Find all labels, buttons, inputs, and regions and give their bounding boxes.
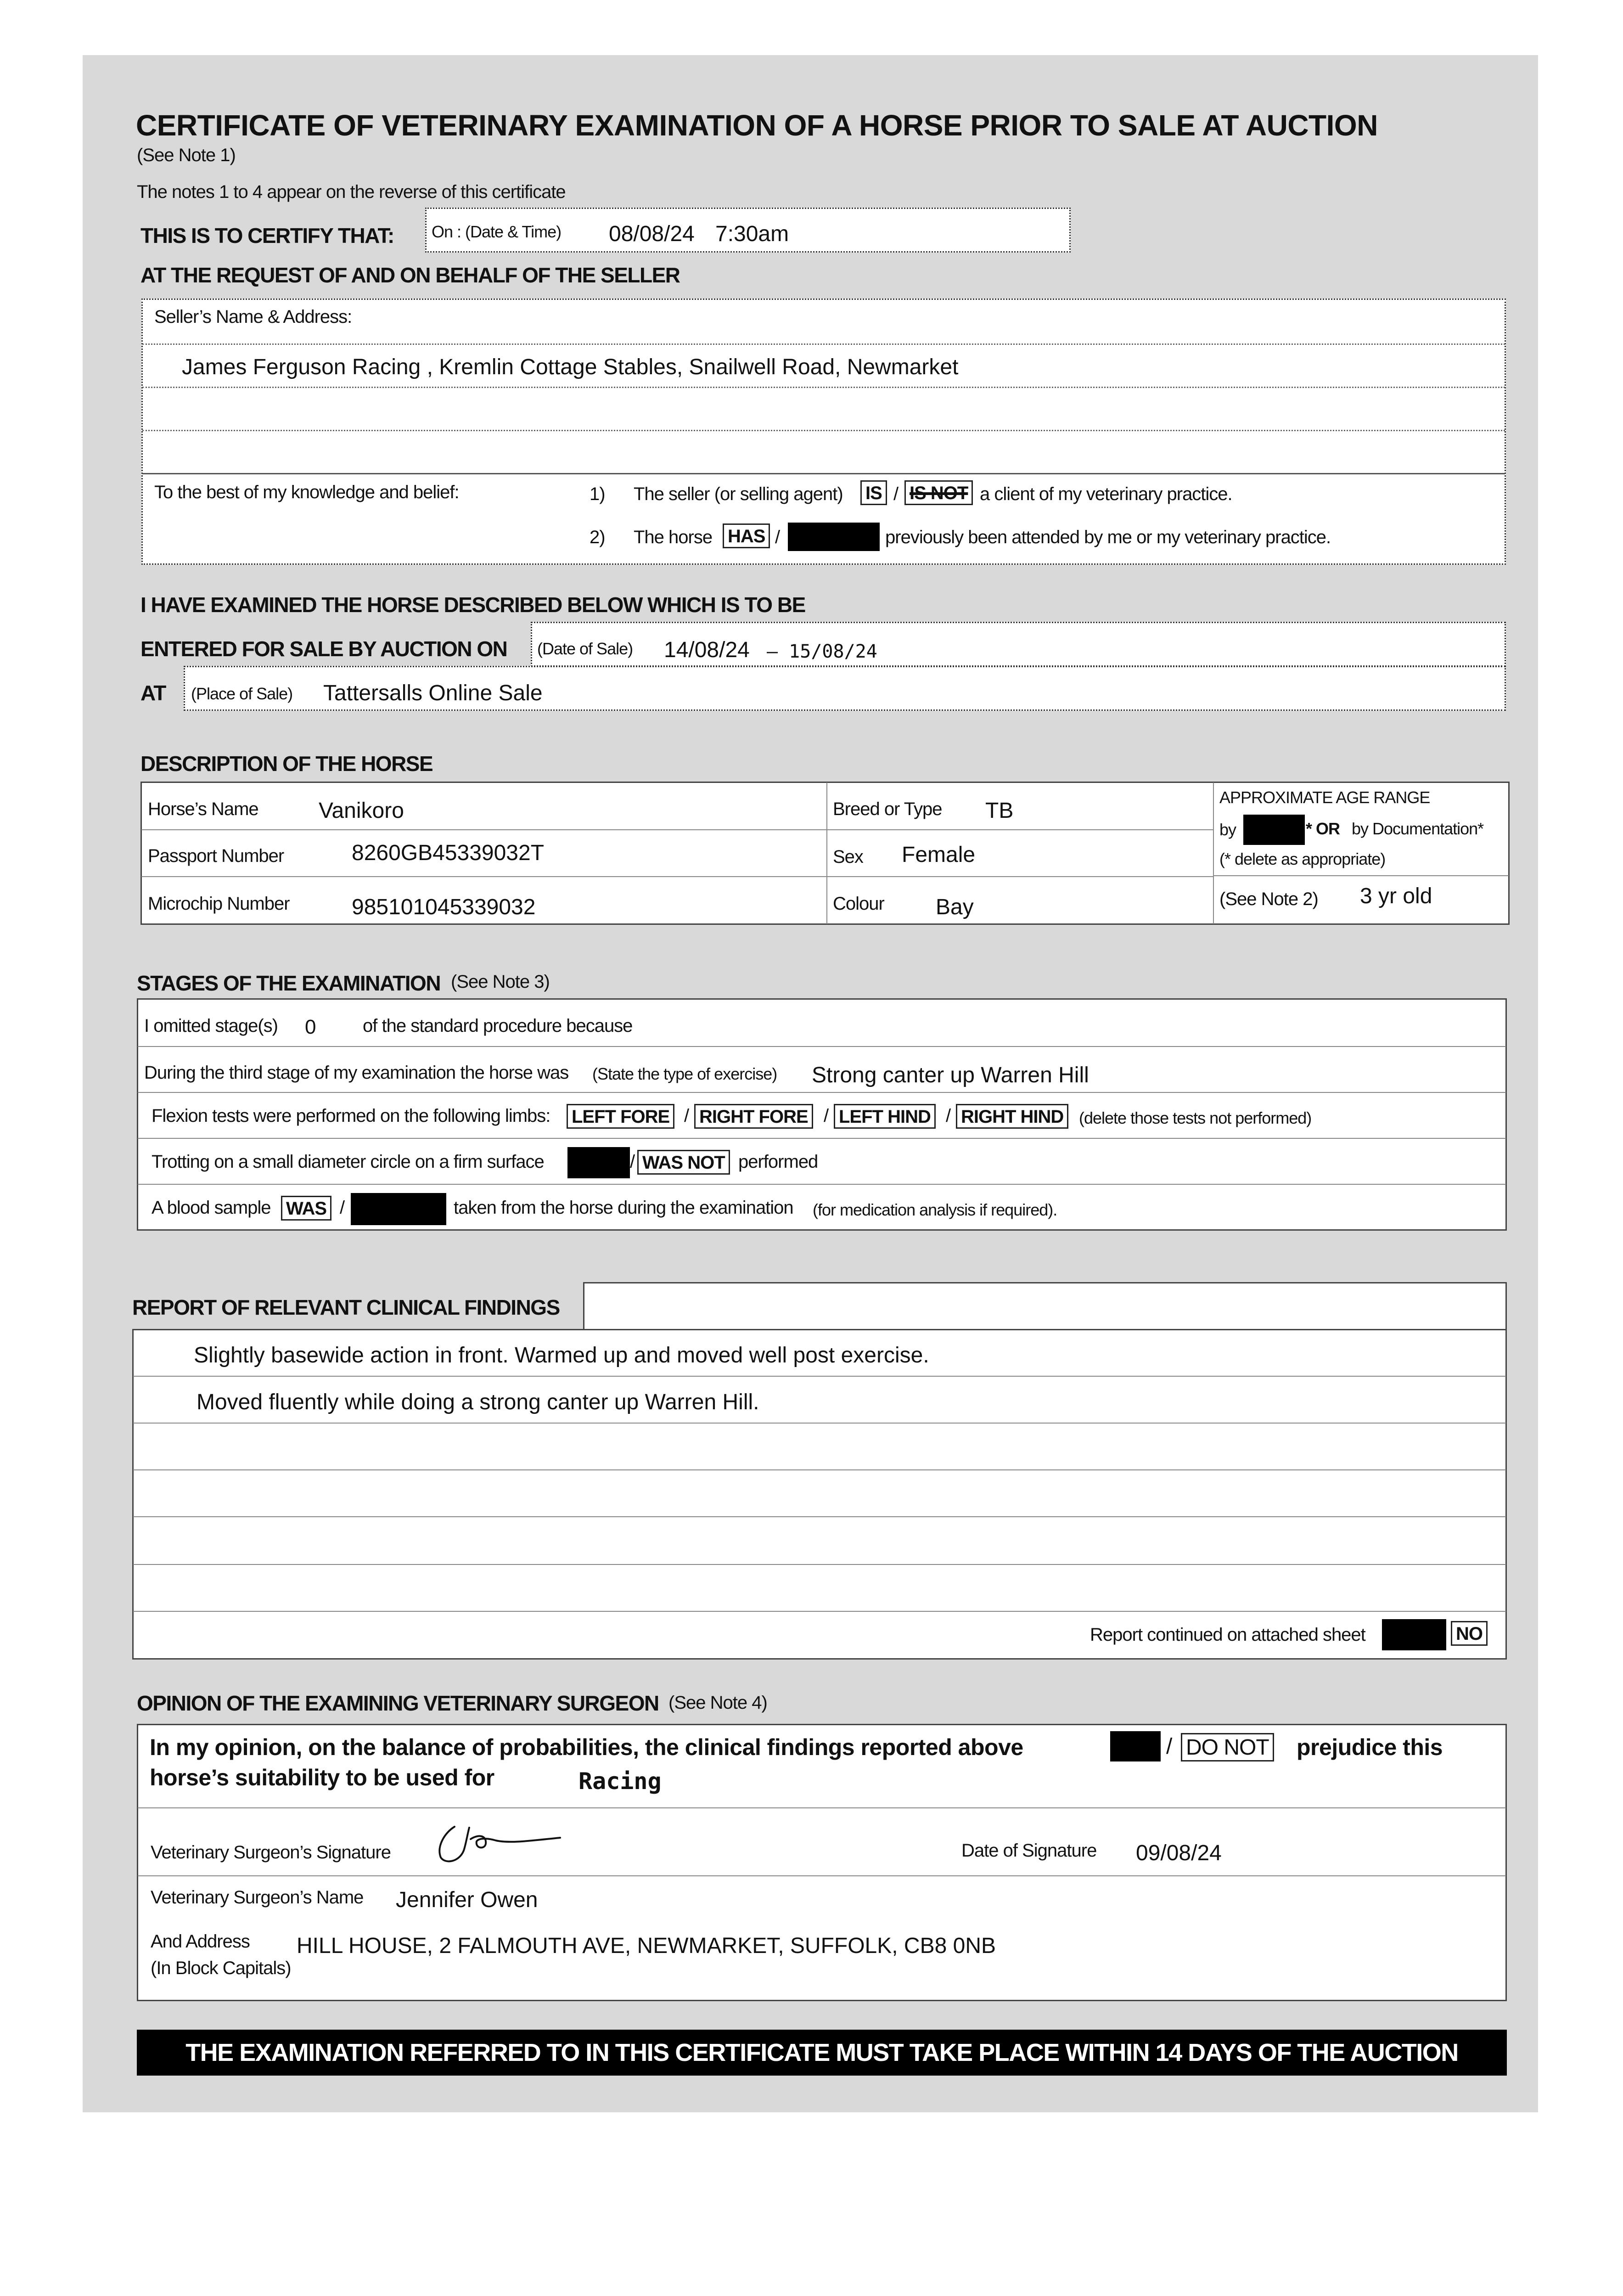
certify-label: THIS IS TO CERTIFY THAT:: [140, 224, 394, 248]
option-is-not-struck[interactable]: IS NOT: [904, 480, 973, 505]
notes-line: The notes 1 to 4 appear on the reverse of this certificate: [137, 182, 566, 202]
knowledge-label: To the best of my knowledge and belief:: [154, 482, 459, 502]
flexion-left-hind[interactable]: LEFT HIND: [834, 1104, 936, 1129]
exam-date[interactable]: 08/08/24: [609, 222, 695, 246]
blood-post: taken from the horse during the examination: [454, 1198, 793, 1218]
sex-label: Sex: [833, 847, 863, 867]
certificate-title: CERTIFICATE OF VETERINARY EXAMINATION OF A HORSE PRIOR TO SALE AT AUCTION: [136, 109, 1378, 142]
microchip-value[interactable]: 985101045339032: [352, 895, 536, 919]
sale-date-label: (Date of Sale): [537, 639, 633, 658]
omitted-pre: I omitted stage(s): [144, 1016, 278, 1036]
option-is[interactable]: IS: [860, 480, 887, 505]
address-value[interactable]: HILL HOUSE, 2 FALMOUTH AVE, NEWMARKET, SUFFOLK, CB8 0NB: [297, 1934, 996, 1958]
trot-post: performed: [738, 1152, 818, 1172]
redacted-age-option: [1243, 815, 1305, 845]
seller-label: Seller’s Name & Address:: [154, 307, 352, 327]
vet-signature: [427, 1818, 565, 1869]
see-note-1: (See Note 1): [137, 145, 236, 165]
redacted-has-not: [788, 523, 880, 551]
age-value[interactable]: 3 yr old: [1360, 884, 1432, 908]
opinion-text-2: horse’s suitability to be used for: [150, 1765, 494, 1790]
findings-heading-field: [583, 1282, 1507, 1330]
intended-use-value[interactable]: Racing: [578, 1768, 662, 1795]
knowledge-item2-post: previously been attended by me or my veterinary practice.: [885, 527, 1331, 547]
age-documentation: by Documentation*: [1352, 819, 1484, 838]
knowledge-item1-pre: The seller (or selling agent): [634, 484, 843, 504]
breed-label: Breed or Type: [833, 799, 942, 819]
knowledge-item2-pre: The horse: [634, 527, 713, 547]
address-label-2: (In Block Capitals): [151, 1958, 291, 1978]
age-delete-note: (* delete as appropriate): [1219, 850, 1386, 868]
knowledge-item1-num: 1): [590, 484, 605, 504]
omitted-value[interactable]: 0: [305, 1016, 316, 1038]
date-of-signature-label: Date of Signature: [961, 1840, 1097, 1861]
option-has[interactable]: HAS: [723, 523, 770, 548]
sale-place-label: (Place of Sale): [191, 684, 293, 703]
exam-time[interactable]: 7:30am: [715, 222, 789, 246]
redacted-blood-was-not: [351, 1193, 446, 1225]
signature-label: Veterinary Surgeon’s Signature: [151, 1842, 391, 1863]
sale-place-value[interactable]: Tattersalls Online Sale: [323, 681, 543, 705]
age-heading: APPROXIMATE AGE RANGE: [1219, 788, 1430, 807]
omitted-post: of the standard procedure because: [363, 1016, 633, 1036]
footer-banner-text: THE EXAMINATION REFERRED TO IN THIS CERTIFICATE MUST TAKE PLACE WITHIN 14 DAYS OF THE AUCTION: [185, 2039, 1458, 2066]
trot-pre: Trotting on a small diameter circle on a firm surface: [152, 1152, 544, 1172]
colour-value[interactable]: Bay: [936, 895, 974, 919]
findings-line-1[interactable]: Slightly basewide action in front. Warmed up and moved well post exercise.: [194, 1343, 929, 1367]
redacted-trot-was: [567, 1147, 630, 1178]
flexion-pre: Flexion tests were performed on the following limbs:: [152, 1106, 550, 1126]
age-by: by: [1219, 820, 1236, 839]
breed-value[interactable]: TB: [985, 799, 1014, 823]
sale-date-extra[interactable]: – 15/08/24: [767, 641, 877, 662]
continued-label: Report continued on attached sheet: [1090, 1625, 1365, 1645]
stages-heading: STAGES OF THE EXAMINATION: [137, 971, 441, 995]
redacted-continued-yes: [1382, 1619, 1446, 1650]
date-time-label: On : (Date & Time): [432, 222, 562, 241]
date-of-signature-value[interactable]: 09/08/24: [1136, 1841, 1222, 1865]
address-label: And Address: [151, 1931, 250, 1952]
opinion-do-not[interactable]: DO NOT: [1181, 1733, 1274, 1761]
continued-no[interactable]: NO: [1451, 1621, 1488, 1646]
flexion-right-fore[interactable]: RIGHT FORE: [694, 1104, 813, 1129]
opinion-text-1-post: prejudice this: [1297, 1734, 1443, 1760]
opinion-heading-note: (See Note 4): [668, 1693, 767, 1713]
description-heading: DESCRIPTION OF THE HORSE: [140, 752, 433, 776]
blood-pre: A blood sample: [152, 1198, 271, 1218]
findings-heading: REPORT OF RELEVANT CLINICAL FINDINGS: [132, 1295, 560, 1319]
colour-label: Colour: [833, 894, 884, 914]
sale-date-value[interactable]: 14/08/24: [664, 638, 750, 662]
horse-name-value[interactable]: Vanikoro: [319, 799, 404, 823]
passport-label: Passport Number: [148, 846, 284, 866]
request-heading: AT THE REQUEST OF AND ON BEHALF OF THE SELLER: [140, 263, 680, 287]
redacted-opinion-do: [1110, 1731, 1161, 1761]
blood-note: (for medication analysis if required).: [813, 1200, 1057, 1219]
vet-name-value[interactable]: Jennifer Owen: [396, 1888, 538, 1912]
at-label: AT: [140, 681, 166, 705]
flexion-note: (delete those tests not performed): [1079, 1109, 1312, 1127]
flexion-right-hind[interactable]: RIGHT HIND: [956, 1104, 1068, 1129]
vet-name-label: Veterinary Surgeon’s Name: [151, 1887, 364, 1908]
microchip-label: Microchip Number: [148, 894, 290, 914]
examined-line2: ENTERED FOR SALE BY AUCTION ON: [140, 637, 507, 661]
seller-value[interactable]: James Ferguson Racing , Kremlin Cottage Stables, Snailwell Road, Newmarket: [182, 355, 959, 379]
third-stage-pre: During the third stage of my examination the horse was: [144, 1063, 569, 1083]
findings-line-2[interactable]: Moved fluently while doing a strong canter up Warren Hill.: [197, 1390, 759, 1414]
knowledge-item2-num: 2): [590, 527, 605, 547]
third-stage-value[interactable]: Strong canter up Warren Hill: [812, 1063, 1089, 1087]
age-or: * OR: [1306, 819, 1340, 838]
flexion-left-fore[interactable]: LEFT FORE: [567, 1104, 674, 1129]
third-stage-note: (State the type of exercise): [592, 1064, 777, 1083]
opinion-text-1: In my opinion, on the balance of probabilities, the clinical findings reported above: [150, 1734, 1023, 1760]
opinion-heading: OPINION OF THE EXAMINING VETERINARY SURGEON: [137, 1691, 659, 1715]
examined-line1: I HAVE EXAMINED THE HORSE DESCRIBED BELOW WHICH IS TO BE: [140, 593, 805, 617]
findings-box: [132, 1329, 1507, 1660]
knowledge-item1-post: a client of my veterinary practice.: [980, 484, 1232, 504]
trot-was-not[interactable]: WAS NOT: [637, 1150, 730, 1175]
blood-was[interactable]: WAS: [281, 1196, 331, 1221]
horse-name-label: Horse’s Name: [148, 799, 258, 819]
passport-value[interactable]: 8260GB45339032T: [352, 841, 545, 865]
age-see-note: (See Note 2): [1219, 889, 1318, 909]
sex-value[interactable]: Female: [902, 843, 976, 867]
stages-heading-note: (See Note 3): [451, 972, 550, 992]
